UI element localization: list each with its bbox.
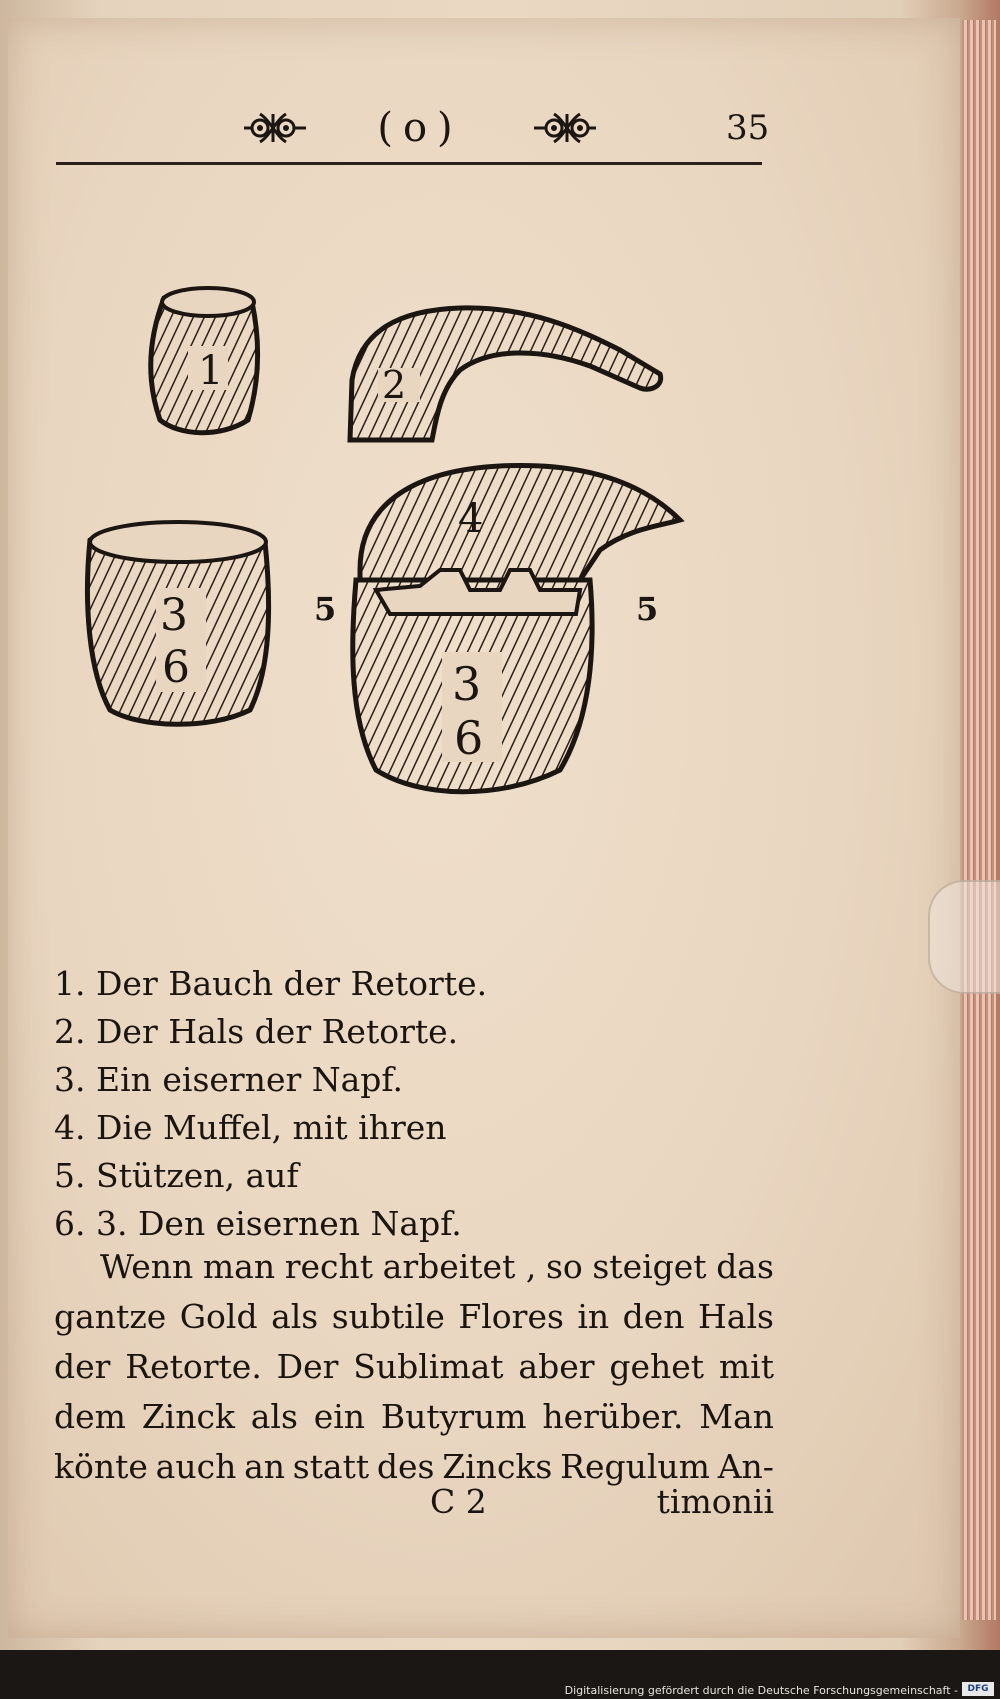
body-line [54,1242,774,1292]
page-edges [962,20,996,1620]
page-number: 35 [726,108,770,148]
word: recht [284,1247,374,1286]
word: dem [54,1397,126,1436]
word: als [250,1397,298,1436]
figure-label-5-right: 5 [636,590,659,628]
word: gehet [609,1347,705,1386]
figure-3-iron-bowl [87,522,268,724]
dfg-logo: DFG [962,1682,994,1696]
figure-label-5-left: 5 [314,590,337,628]
catchword: timonii [656,1482,774,1521]
word: ein [313,1397,366,1436]
figure-label-6-center: 6 [454,711,484,765]
word: das [716,1247,774,1286]
body-paragraph [54,1242,774,1492]
legend-item: 4. Die Muffel, mit ihren [54,1108,447,1147]
left-ornament-icon [240,108,310,148]
legend-item: 2. Der Hals der Retorte. [54,1012,459,1051]
word: subtile [331,1297,445,1336]
right-ornament-icon [530,108,600,148]
figure-label-6-bottom: 6 [162,642,190,693]
word: herüber. [542,1397,684,1436]
header-rule [56,162,762,165]
word: arbeitet , [382,1247,537,1286]
word: Man [699,1397,774,1436]
word: Retorte. [125,1347,262,1386]
figure-1-retort-belly [151,288,258,433]
word: auch [155,1447,237,1486]
word: steiget [592,1247,707,1286]
legend-item: 3. Ein eiserner Napf. [54,1060,403,1099]
word: Zincks [442,1447,553,1486]
retort-illustration [60,270,760,830]
page-footer-line [54,1482,774,1532]
word: des [376,1447,435,1486]
word: man [202,1247,276,1286]
word: Flores [458,1297,564,1336]
word: Gold [179,1297,258,1336]
header-ornament-text: (o) [377,105,463,151]
word: gantze [54,1297,167,1336]
word: Butyrum [380,1397,527,1436]
word: in [577,1297,610,1336]
body-line [54,1342,774,1392]
word: mit [718,1347,774,1386]
digitization-credit: Digitalisierung gefördert durch die Deutsche Forschungsgemeinschaft - [564,1684,958,1697]
signature-mark: C 2 [430,1482,487,1521]
figure-4-muffle-assembly [353,465,680,791]
page-clip [928,880,1000,994]
figure-label-1: 1 [198,348,224,394]
word: Sublimat [353,1347,504,1386]
word: aber [518,1347,595,1386]
body-line [54,1292,774,1342]
word: Zinck [141,1397,235,1436]
legend-item: 1. Der Bauch der Retorte. [54,964,488,1003]
body-line [54,1392,774,1442]
running-header [240,98,600,158]
figure-label-4: 4 [458,496,484,542]
figure-label-3-top: 3 [160,590,188,641]
word: Wenn [100,1247,194,1286]
word: Regulum [560,1447,710,1486]
word: an [244,1447,285,1486]
figure-legend [54,960,774,1248]
word: der [54,1347,111,1386]
figure-label-3-center: 3 [452,657,482,711]
word: statt [292,1447,370,1486]
word: An- [717,1447,774,1486]
figure-label-2: 2 [382,363,407,407]
word: als [271,1297,319,1336]
word: Der [276,1347,339,1386]
word: könte [54,1447,148,1486]
figure-2-retort-neck [350,308,661,440]
word: Hals [698,1297,774,1336]
legend-item: 5. Stützen, auf [54,1156,299,1195]
word: so [545,1247,583,1286]
legend-item: 6. 3. Den eisernen Napf. [54,1204,462,1243]
word: den [622,1297,685,1336]
